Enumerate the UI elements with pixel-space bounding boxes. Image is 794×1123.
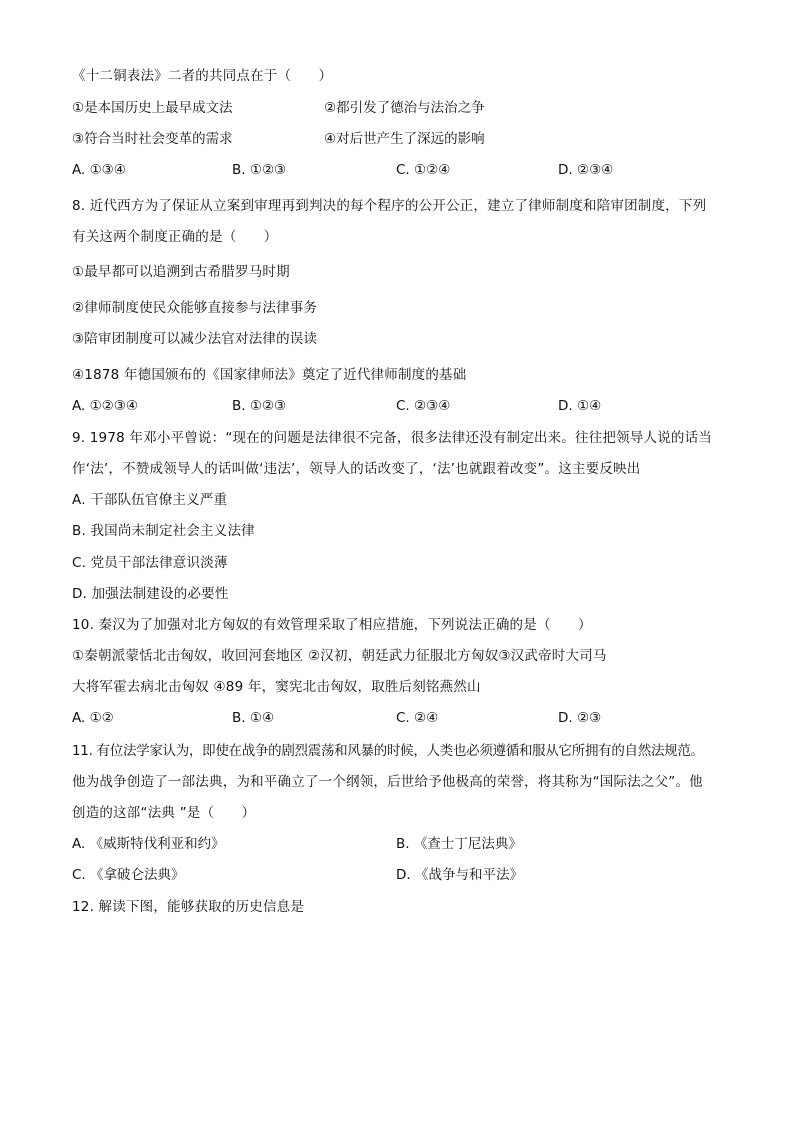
q8-option-b: B. ①②③ <box>232 398 287 414</box>
q7-option-a: A. ①③④ <box>72 162 126 178</box>
q8-stem-line2: 有关这两个制度正确的是（ ） <box>72 229 278 245</box>
q10-option-a: A. ①② <box>72 710 114 726</box>
q9-option-b: B. 我国尚未制定社会主义法律 <box>72 523 255 539</box>
q7-stem: 《十二铜表法》二者的共同点在于（ ） <box>72 68 333 84</box>
q11-option-c: C. 《拿破仑法典》 <box>72 867 185 883</box>
q9-stem-line1: 9. 1978 年邓小平曾说：“现在的问题是法律很不完备，很多法律还没有制定出来。往往把领导人说的话当 <box>72 430 713 446</box>
q8-item-2: ②律师制度使民众能够直接参与法律事务 <box>72 300 318 316</box>
q11-option-a: A. 《威斯特伐利亚和约》 <box>72 836 225 852</box>
q10-option-c: C. ②④ <box>396 710 439 726</box>
q8-option-d: D. ①④ <box>558 398 602 414</box>
q10-items-line2: 大将军霍去病北击匈奴 ④89 年，窦宪北击匈奴，取胜后刻铭燕然山 <box>72 679 481 695</box>
q7-option-c: C. ①②④ <box>396 162 451 178</box>
q9-stem-line2: 作‘法’，不赞成领导人的话叫做‘违法’，领导人的话改变了，‘法’也就跟着改变”。这主要反映出 <box>72 461 641 477</box>
q10-option-d: D. ②③ <box>558 710 602 726</box>
q7-option-d: D. ②③④ <box>558 162 614 178</box>
q7-item-3: ③符合当时社会变革的需求 <box>72 131 233 147</box>
q11-option-d: D. 《战争与和平法》 <box>396 867 523 883</box>
q9-option-d: D. 加强法制建设的必要性 <box>72 586 229 602</box>
q9-option-c: C. 党员干部法律意识淡薄 <box>72 555 228 571</box>
q8-item-1: ①最早都可以追溯到古希腊罗马时期 <box>72 264 290 280</box>
q7-item-2: ②都引发了德治与法治之争 <box>324 100 485 116</box>
q7-option-b: B. ①②③ <box>232 162 287 178</box>
q11-option-b: B. 《查士丁尼法典》 <box>396 836 522 852</box>
q10-stem: 10. 秦汉为了加强对北方匈奴的有效管理采取了相应措施，下列说法正确的是（ ） <box>72 617 592 633</box>
q11-stem-line3: 创造的这部“法典 ”是（ ） <box>72 805 256 821</box>
q9-option-a: A. 干部队伍官僚主义严重 <box>72 492 228 508</box>
q8-option-c: C. ②③④ <box>396 398 451 414</box>
q10-option-b: B. ①④ <box>232 710 275 726</box>
q11-stem-line2: 他为战争创造了一部法典，为和平确立了一个纲领，后世给予他极高的荣誉，将其称为“国际法之父”。他 <box>72 774 703 790</box>
q8-stem-line1: 8. 近代西方为了保证从立案到审理再到判决的每个程序的公开公正，建立了律师制度和陪审团制度，下列 <box>72 198 707 214</box>
q7-item-1: ①是本国历史上最早成文法 <box>72 100 233 116</box>
q8-item-4: ④1878 年德国颁布的《国家律师法》奠定了近代律师制度的基础 <box>72 367 467 383</box>
q11-stem-line1: 11. 有位法学家认为，即使在战争的剧烈震荡和风暴的时候，人类也必须遵循和服从它所拥有的自然法规范。 <box>72 743 704 759</box>
q10-items-line1: ①秦朝派蒙恬北击匈奴，收回河套地区 ②汉初，朝廷武力征服北方匈奴③汉武帝时大司马 <box>72 648 607 664</box>
q12-stem: 12. 解读下图，能够获取的历史信息是 <box>72 899 305 915</box>
q8-item-3: ③陪审团制度可以减少法官对法律的误读 <box>72 331 318 347</box>
q7-item-4: ④对后世产生了深远的影响 <box>324 131 485 147</box>
q8-option-a: A. ①②③④ <box>72 398 138 414</box>
